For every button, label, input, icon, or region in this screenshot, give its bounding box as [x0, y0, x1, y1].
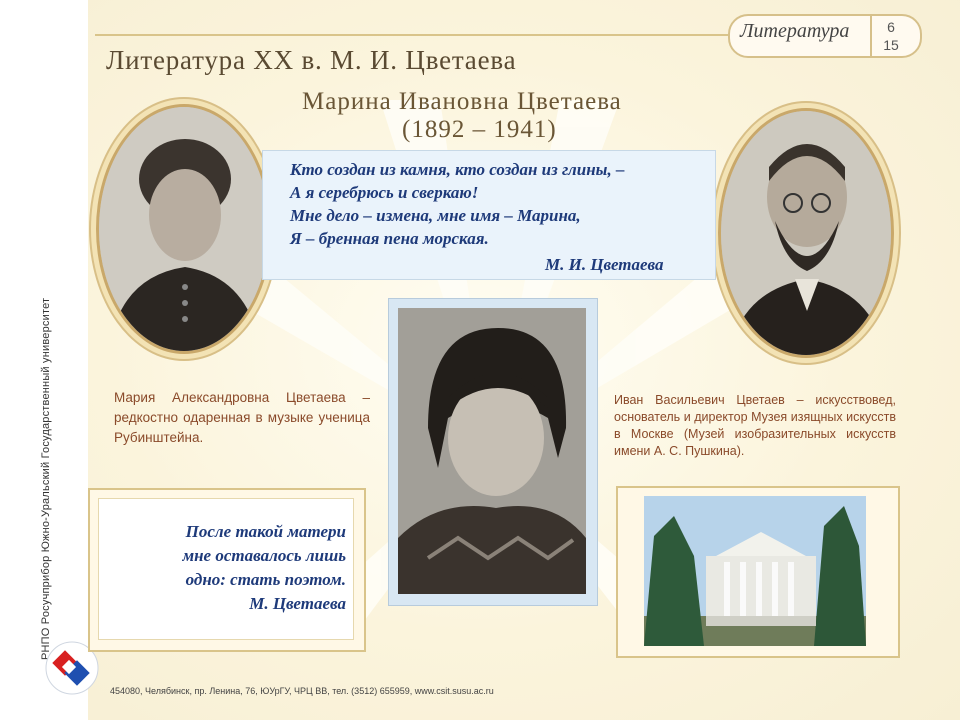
- mother-portrait: [96, 104, 272, 354]
- tsvetaeva-photo-image: [398, 308, 586, 594]
- page-total: 15: [883, 37, 899, 53]
- museum-building-image: [644, 496, 866, 646]
- museum-photo: [644, 496, 866, 646]
- life-dates: (1892 – 1941): [402, 116, 557, 143]
- poem-line: Я – бренная пена морская.: [290, 229, 489, 248]
- mother-quote-line: После такой матери: [185, 522, 346, 541]
- father-portrait-image: [721, 111, 891, 355]
- tsvetaeva-photo: [398, 308, 586, 594]
- mother-quote-line: одно: стать поэтом.: [185, 570, 346, 589]
- footer-address: 454080, Челябинск, пр. Ленина, 76, ЮУрГУ, ЧРЦ ВВ, тел. (3512) 655959, www.csit.susu.ac.ru: [110, 686, 494, 696]
- poet-name: Марина Ивановна Цветаева: [302, 88, 622, 115]
- father-portrait: [718, 108, 894, 358]
- mother-portrait-image: [99, 107, 269, 351]
- mother-caption: Мария Александровна Цветаева – редкостно одаренная в музыке ученица Рубинштейна.: [114, 390, 370, 445]
- sidebar-organization-text: РНПО Росучприбор Южно-Уральский Государственный университет: [40, 297, 52, 660]
- page-current: 6: [887, 19, 895, 35]
- mother-quote-text: [110, 520, 346, 616]
- poem-line: Мне дело – измена, мне имя – Марина,: [290, 206, 581, 225]
- poem-line: А я серебрюсь и сверкаю!: [290, 183, 479, 202]
- subject-label: Литература: [740, 20, 850, 42]
- poem-line: Кто создан из камня, кто создан из глины, –: [290, 160, 625, 179]
- page-title: Литература XX в. М. И. Цветаева: [106, 45, 517, 75]
- poem-text: [290, 158, 690, 250]
- mother-quote-author: М. Цветаева: [249, 594, 346, 613]
- page-indicator: [870, 14, 910, 58]
- poem-author: М. И. Цветаева: [545, 255, 664, 274]
- father-caption: Иван Васильевич Цветаев – искусствовед, основатель и директор Музея изящных искусств в Москве (Музей изобразительных искусств имени А. С. Пушкина).: [614, 393, 896, 458]
- mother-quote-line: мне оставалось лишь: [182, 546, 346, 565]
